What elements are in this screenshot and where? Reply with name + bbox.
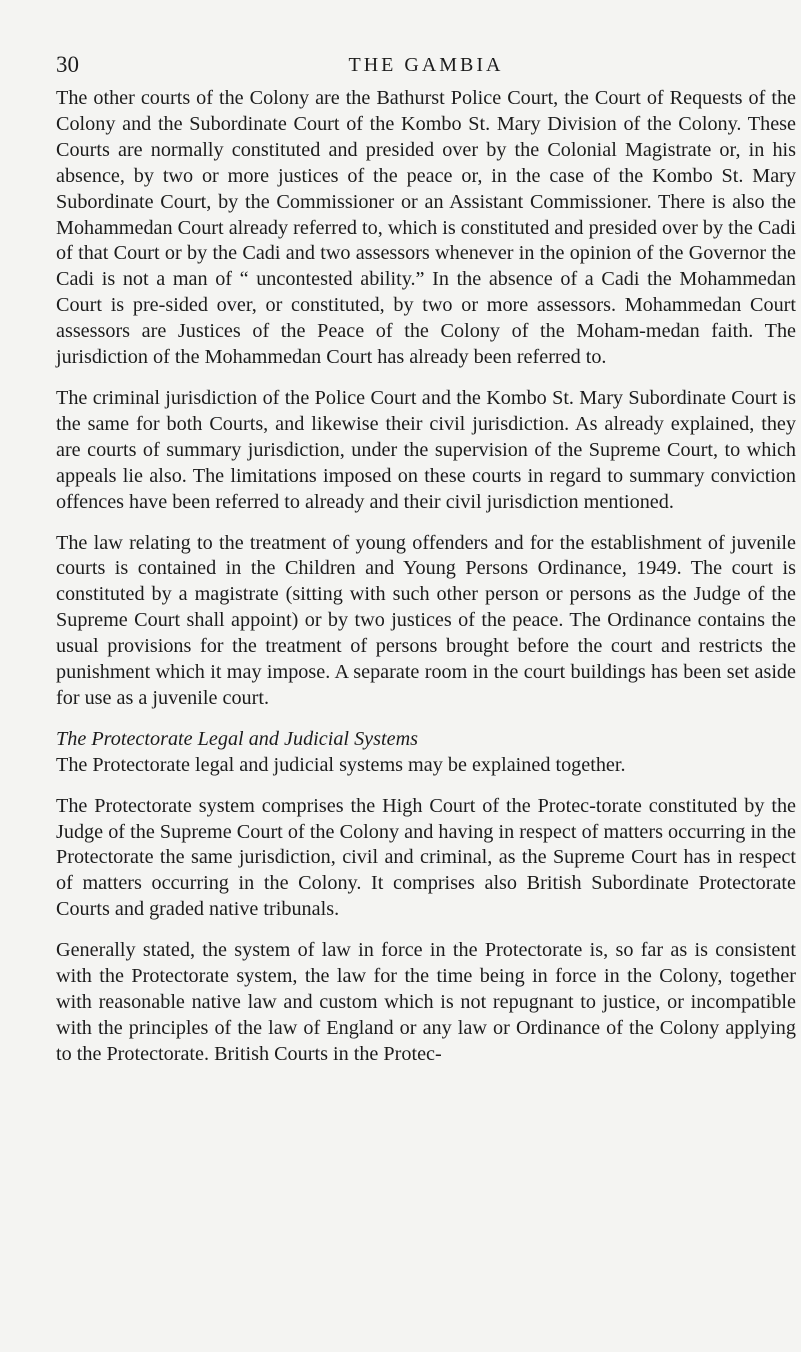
page-header	[56, 52, 796, 86]
paragraph-protectorate-intro: The Protectorate legal and judicial systems may be explained together.	[56, 753, 626, 776]
section-heading: The Protectorate Legal and Judicial Systems	[56, 727, 419, 750]
paragraph-young-offenders: The law relating to the treatment of young offenders and for the establishment of juvenile courts is contained in the Children and Young Persons Ordinance, 1949. The court is constituted by a magistrate (sitting with such other person or persons as the Judge of the Supreme Court shall appoint) or by two justices of the peace. The Ordinance contains the usual provisions for the treatment of persons brought before the court and restricts the punishment which it may impose. A separate room in the court buildings has been set aside for use as a juvenile court.	[56, 531, 796, 709]
paragraph-system-of-law: Generally stated, the system of law in force in the Protectorate is, so far as is consistent with the Protectorate system, the law for the time being in force in the Colony, together with reasonable native law and custom which is not repugnant to justice, or incompatible with the principles of the law of England or any law or Ordinance of the Colony applying to the Protectorate. British Courts in the Protec-	[56, 939, 796, 1065]
paragraph-other-courts: The other courts of the Colony are the Bathurst Police Court, the Court of Requests of the Colony and the Subordinate Court of the Kombo St. Mary Division of the Colony. These Courts are normally constituted and presided over by the Colonial Magistrate or, in his absence, by two or more justices of the peace or, in the case of the Kombo St. Mary Subordinate Court, by the Commissioner or an Assistant Commissioner. There is also the Mohammedan Court already referred to, which is constituted and presided over by the Cadi of that Court or by the Cadi and two assessors whenever in the opinion of the Governor the Cadi is not a man of “ uncontested ability.” In the absence of a Cadi the Mohammedan Court is pre-sided over, or constituted, by two or more assessors. Mohammedan Court assessors are Justices of the Peace of the Colony of the Moham-medan faith. The jurisdiction of the Mohammedan Court has already been referred to.	[56, 87, 796, 369]
page-number: 30	[56, 52, 79, 77]
running-title: THE GAMBIA	[348, 54, 504, 76]
document-page	[56, 52, 796, 1083]
paragraph-protectorate-system: The Protectorate system comprises the High Court of the Protec-torate constituted by the Judge of the Supreme Court of the Colony and having in respect of matters occurring in the Protectorate the same jurisdiction, civil and criminal, as the Supreme Court has in respect of matters occurring in the Colony. It comprises also British Subordinate Protectorate Courts and graded native tribunals.	[56, 794, 796, 921]
paragraph-criminal-jurisdiction: The criminal jurisdiction of the Police Court and the Kombo St. Mary Subordinate Court is the same for both Courts, and likewise their civil jurisdiction. As already explained, they are courts of summary jurisdiction, under the supervision of the Supreme Court, to which appeals lie also. The limitations imposed on these courts in regard to summary conviction offences have been referred to already and their civil jurisdiction mentioned.	[56, 386, 796, 513]
